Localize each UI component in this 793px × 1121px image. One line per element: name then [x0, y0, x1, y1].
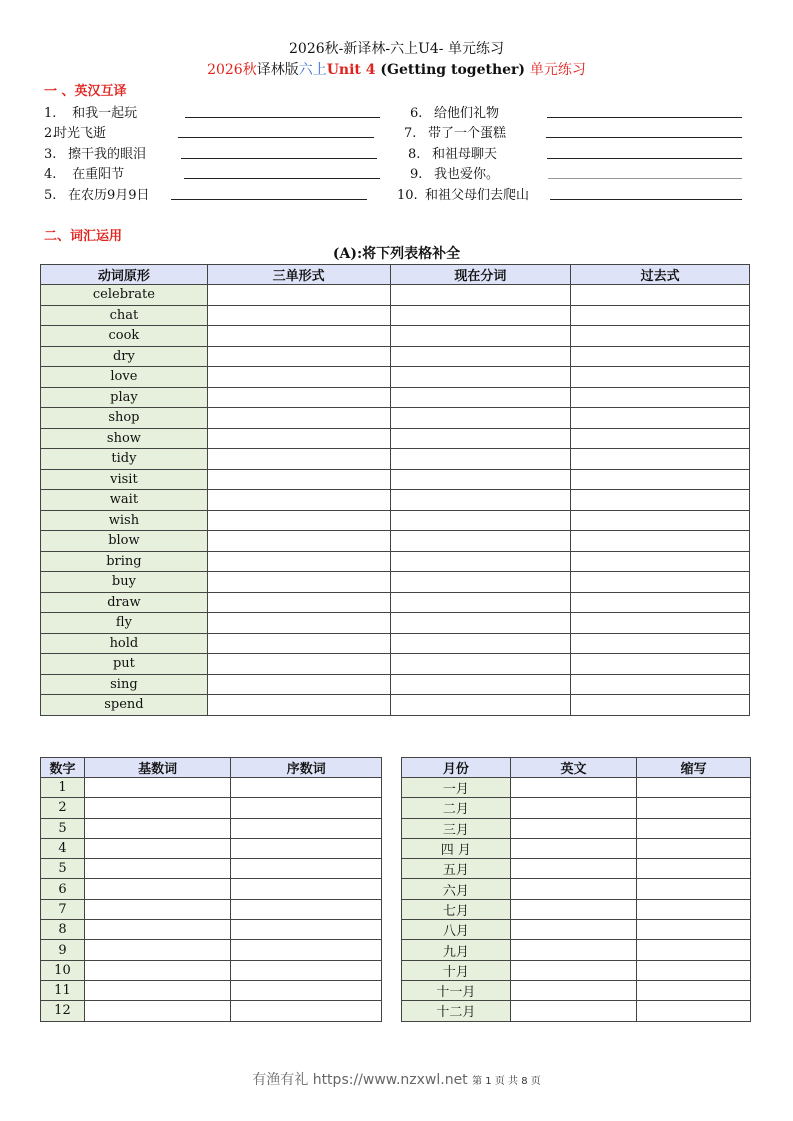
answer-cell[interactable] — [571, 654, 750, 675]
answer-cell[interactable] — [390, 346, 571, 367]
answer-cell[interactable] — [231, 778, 382, 798]
page-title: 2026秋-新译林-六上U4- 单元练习 — [289, 41, 504, 57]
table-row — [41, 859, 382, 879]
month-cell: 十月 — [402, 960, 511, 980]
answer-cell[interactable] — [390, 326, 571, 347]
verb-cell: tidy — [41, 449, 208, 470]
table-row — [41, 387, 750, 408]
verb-cell: buy — [41, 572, 208, 593]
table-row — [402, 980, 751, 1000]
answer-cell[interactable] — [231, 798, 382, 818]
col-header-third-person: 三单形式 — [207, 265, 390, 285]
answer-cell[interactable] — [231, 1001, 382, 1021]
table-row — [402, 1001, 751, 1021]
table-row — [41, 940, 382, 960]
table-row — [402, 818, 751, 838]
table-row — [41, 960, 382, 980]
answer-cell[interactable] — [231, 940, 382, 960]
answer-cell[interactable] — [207, 408, 390, 429]
table-row — [41, 305, 750, 326]
answer-cell[interactable] — [231, 899, 382, 919]
answer-cell[interactable] — [510, 960, 637, 980]
verb-cell: dry — [41, 346, 208, 367]
answer-cell[interactable] — [390, 633, 571, 654]
answer-line-2[interactable] — [178, 137, 374, 138]
col-header-present-participle: 现在分词 — [390, 265, 571, 285]
table-row — [41, 551, 750, 572]
answer-cell[interactable] — [571, 490, 750, 511]
number-cell: 11 — [41, 980, 85, 1000]
answer-cell[interactable] — [390, 674, 571, 695]
question-2: 2.时光飞逝 — [44, 126, 107, 141]
question-8: 8. 和祖母聊天 — [408, 147, 498, 162]
table-row — [41, 428, 750, 449]
answer-cell[interactable] — [84, 960, 231, 980]
col-header-ordinal: 序数词 — [231, 758, 382, 778]
table-row — [41, 798, 382, 818]
answer-cell[interactable] — [571, 305, 750, 326]
answer-cell[interactable] — [637, 778, 751, 798]
answer-cell[interactable] — [571, 428, 750, 449]
answer-cell[interactable] — [637, 859, 751, 879]
table-row — [41, 449, 750, 470]
answer-cell[interactable] — [637, 838, 751, 858]
col-header-english: 英文 — [510, 758, 637, 778]
answer-line-8[interactable] — [547, 158, 742, 159]
answer-cell[interactable] — [637, 899, 751, 919]
answer-cell[interactable] — [637, 960, 751, 980]
answer-line-10[interactable] — [550, 199, 742, 200]
table-row — [41, 285, 750, 306]
table-row — [41, 838, 382, 858]
answer-cell[interactable] — [390, 428, 571, 449]
verb-cell: bring — [41, 551, 208, 572]
footer-watermark: 有渔有礼 https://www.nzxwl.net — [252, 1072, 468, 1088]
number-cell: 5 — [41, 859, 85, 879]
table-row — [41, 346, 750, 367]
answer-cell[interactable] — [571, 346, 750, 367]
answer-line-3[interactable] — [181, 158, 377, 159]
question-3: 3. 擦干我的眼泪 — [44, 147, 147, 162]
col-header-cardinal: 基数词 — [84, 758, 231, 778]
answer-cell[interactable] — [571, 367, 750, 388]
answer-cell[interactable] — [510, 879, 637, 899]
number-cell: 8 — [41, 920, 85, 940]
verb-cell: sing — [41, 674, 208, 695]
verb-cell: blow — [41, 531, 208, 552]
answer-cell[interactable] — [84, 940, 231, 960]
table-row — [41, 633, 750, 654]
table-row — [41, 654, 750, 675]
answer-line-9[interactable] — [548, 178, 742, 179]
col-header-month: 月份 — [402, 758, 511, 778]
number-cell: 6 — [41, 879, 85, 899]
verb-cell: spend — [41, 695, 208, 716]
col-header-number: 数字 — [41, 758, 85, 778]
answer-cell[interactable] — [84, 920, 231, 940]
number-cell: 5 — [41, 818, 85, 838]
answer-cell[interactable] — [571, 285, 750, 306]
answer-cell[interactable] — [510, 940, 637, 960]
number-cell: 7 — [41, 899, 85, 919]
month-cell: 六月 — [402, 879, 511, 899]
answer-cell[interactable] — [571, 469, 750, 490]
footer — [0, 1069, 793, 1089]
table-row — [402, 798, 751, 818]
table-row — [402, 940, 751, 960]
answer-cell[interactable] — [231, 980, 382, 1000]
answer-cell[interactable] — [207, 592, 390, 613]
answer-cell[interactable] — [571, 408, 750, 429]
answer-cell[interactable] — [207, 613, 390, 634]
answer-cell[interactable] — [231, 818, 382, 838]
section2-heading: 二、词汇运用 — [44, 229, 123, 244]
answer-cell[interactable] — [84, 899, 231, 919]
verb-cell: celebrate — [41, 285, 208, 306]
answer-cell[interactable] — [207, 387, 390, 408]
answer-cell[interactable] — [571, 449, 750, 470]
table-row — [402, 859, 751, 879]
answer-cell[interactable] — [390, 613, 571, 634]
month-cell: 八月 — [402, 920, 511, 940]
section1-heading: 一 、英汉互译 — [44, 84, 127, 99]
table-row — [41, 778, 382, 798]
verb-cell: draw — [41, 592, 208, 613]
number-cell: 9 — [41, 940, 85, 960]
answer-cell[interactable] — [571, 510, 750, 531]
number-table — [40, 757, 382, 1022]
number-cell: 2 — [41, 798, 85, 818]
answer-cell[interactable] — [571, 592, 750, 613]
answer-cell[interactable] — [637, 920, 751, 940]
answer-cell[interactable] — [84, 798, 231, 818]
month-cell: 四 月 — [402, 838, 511, 858]
answer-cell[interactable] — [231, 920, 382, 940]
verb-cell: visit — [41, 469, 208, 490]
footer-page-number: 第 1 页 共 8 页 — [472, 1076, 541, 1087]
answer-cell[interactable] — [207, 428, 390, 449]
answer-cell[interactable] — [207, 346, 390, 367]
table-row — [402, 879, 751, 899]
month-cell: 十二月 — [402, 1001, 511, 1021]
question-1: 1. 和我一起玩 — [44, 106, 138, 121]
table-row — [402, 899, 751, 919]
answer-cell[interactable] — [510, 778, 637, 798]
subtitle-year: 2026秋 — [207, 62, 257, 78]
answer-cell[interactable] — [207, 531, 390, 552]
month-cell: 七月 — [402, 899, 511, 919]
verb-table — [40, 264, 750, 716]
answer-cell[interactable] — [207, 674, 390, 695]
table-row — [41, 899, 382, 919]
table-row — [402, 960, 751, 980]
answer-cell[interactable] — [207, 572, 390, 593]
verb-cell: chat — [41, 305, 208, 326]
answer-cell[interactable] — [84, 859, 231, 879]
number-cell: 1 — [41, 778, 85, 798]
answer-cell[interactable] — [84, 980, 231, 1000]
answer-cell[interactable] — [207, 285, 390, 306]
number-cell: 4 — [41, 838, 85, 858]
table-row — [41, 367, 750, 388]
month-table — [401, 757, 751, 1022]
month-cell: 二月 — [402, 798, 511, 818]
month-cell: 一月 — [402, 778, 511, 798]
answer-cell[interactable] — [207, 654, 390, 675]
number-cell: 10 — [41, 960, 85, 980]
answer-cell[interactable] — [510, 980, 637, 1000]
answer-cell[interactable] — [571, 674, 750, 695]
answer-cell[interactable] — [207, 633, 390, 654]
question-10: 10. 和祖父母们去爬山 — [397, 188, 530, 203]
answer-cell[interactable] — [571, 613, 750, 634]
answer-line-7[interactable] — [546, 137, 742, 138]
verb-cell: fly — [41, 613, 208, 634]
verb-cell: show — [41, 428, 208, 449]
answer-cell[interactable] — [390, 572, 571, 593]
answer-cell[interactable] — [510, 798, 637, 818]
month-cell: 三月 — [402, 818, 511, 838]
verb-cell: put — [41, 654, 208, 675]
col-header-abbreviation: 缩写 — [637, 758, 751, 778]
subtitle-practice: 单元练习 — [529, 62, 586, 78]
answer-cell[interactable] — [637, 980, 751, 1000]
table-row — [41, 408, 750, 429]
table-row — [41, 920, 382, 940]
subtitle-unit: Unit 4 — [326, 62, 376, 78]
answer-line-4[interactable] — [184, 178, 380, 179]
answer-cell[interactable] — [637, 879, 751, 899]
month-cell: 五月 — [402, 859, 511, 879]
answer-cell[interactable] — [571, 551, 750, 572]
answer-cell[interactable] — [207, 551, 390, 572]
answer-cell[interactable] — [571, 531, 750, 552]
table-row — [41, 490, 750, 511]
answer-cell[interactable] — [84, 838, 231, 858]
verb-cell: play — [41, 387, 208, 408]
answer-cell[interactable] — [510, 838, 637, 858]
answer-cell[interactable] — [231, 838, 382, 858]
answer-cell[interactable] — [510, 899, 637, 919]
answer-cell[interactable] — [207, 367, 390, 388]
answer-cell[interactable] — [571, 695, 750, 716]
answer-cell[interactable] — [84, 1001, 231, 1021]
answer-cell[interactable] — [84, 818, 231, 838]
verb-cell: wait — [41, 490, 208, 511]
answer-cell[interactable] — [207, 305, 390, 326]
verb-cell: love — [41, 367, 208, 388]
table-row — [41, 980, 382, 1000]
answer-cell[interactable] — [510, 920, 637, 940]
page-subtitle — [0, 59, 793, 79]
answer-cell[interactable] — [637, 1001, 751, 1021]
answer-cell[interactable] — [390, 305, 571, 326]
answer-cell[interactable] — [637, 940, 751, 960]
answer-line-5[interactable] — [171, 199, 367, 200]
answer-cell[interactable] — [390, 592, 571, 613]
table-subheading: (A):将下列表格补全 — [332, 246, 461, 262]
answer-cell[interactable] — [84, 879, 231, 899]
answer-cell[interactable] — [390, 551, 571, 572]
verb-cell: shop — [41, 408, 208, 429]
table-row — [402, 778, 751, 798]
answer-cell[interactable] — [510, 1001, 637, 1021]
answer-cell[interactable] — [390, 449, 571, 470]
table-row — [41, 469, 750, 490]
answer-cell[interactable] — [571, 387, 750, 408]
verb-cell: cook — [41, 326, 208, 347]
subtitle-edition: 译林版 — [256, 62, 299, 78]
table-row — [41, 572, 750, 593]
question-5: 5. 在农历9月9日 — [44, 188, 150, 203]
answer-cell[interactable] — [390, 285, 571, 306]
table-row — [41, 674, 750, 695]
table-row — [41, 1001, 382, 1021]
table-row — [41, 818, 382, 838]
question-4: 4. 在重阳节 — [44, 167, 125, 182]
answer-cell[interactable] — [390, 367, 571, 388]
table-row — [402, 838, 751, 858]
table-row — [41, 531, 750, 552]
answer-cell[interactable] — [571, 572, 750, 593]
answer-cell[interactable] — [207, 326, 390, 347]
answer-cell[interactable] — [390, 654, 571, 675]
answer-cell[interactable] — [231, 859, 382, 879]
table-row — [41, 326, 750, 347]
answer-cell[interactable] — [571, 633, 750, 654]
month-cell: 九月 — [402, 940, 511, 960]
answer-cell[interactable] — [637, 798, 751, 818]
col-header-base: 动词原形 — [41, 265, 208, 285]
answer-cell[interactable] — [207, 449, 390, 470]
answer-cell[interactable] — [207, 695, 390, 716]
table-row — [41, 510, 750, 531]
answer-line-6[interactable] — [547, 117, 742, 118]
table-row — [41, 592, 750, 613]
question-9: 9. 我也爱你。 — [410, 167, 500, 182]
answer-cell[interactable] — [231, 879, 382, 899]
answer-cell[interactable] — [571, 326, 750, 347]
question-7: 7. 带了一个蛋糕 — [404, 126, 507, 141]
verb-cell: wish — [41, 510, 208, 531]
table-row — [41, 613, 750, 634]
answer-cell[interactable] — [390, 387, 571, 408]
question-6: 6. 给他们礼物 — [410, 106, 500, 121]
answer-cell[interactable] — [390, 469, 571, 490]
answer-cell[interactable] — [637, 818, 751, 838]
month-cell: 十一月 — [402, 980, 511, 1000]
answer-cell[interactable] — [510, 818, 637, 838]
table-row — [41, 695, 750, 716]
answer-cell[interactable] — [84, 778, 231, 798]
answer-cell[interactable] — [207, 469, 390, 490]
answer-cell[interactable] — [390, 490, 571, 511]
answer-cell[interactable] — [390, 695, 571, 716]
answer-cell[interactable] — [510, 859, 637, 879]
verb-cell: hold — [41, 633, 208, 654]
answer-line-1[interactable] — [185, 117, 380, 118]
answer-cell[interactable] — [207, 510, 390, 531]
answer-cell[interactable] — [390, 408, 571, 429]
answer-cell[interactable] — [390, 531, 571, 552]
col-header-past-tense: 过去式 — [571, 265, 750, 285]
subtitle-topic: (Getting together) — [375, 62, 530, 78]
table-row — [41, 879, 382, 899]
table-row — [402, 920, 751, 940]
answer-cell[interactable] — [231, 960, 382, 980]
subtitle-grade: 六上 — [298, 62, 327, 78]
answer-cell[interactable] — [207, 490, 390, 511]
number-cell: 12 — [41, 1001, 85, 1021]
answer-cell[interactable] — [390, 510, 571, 531]
